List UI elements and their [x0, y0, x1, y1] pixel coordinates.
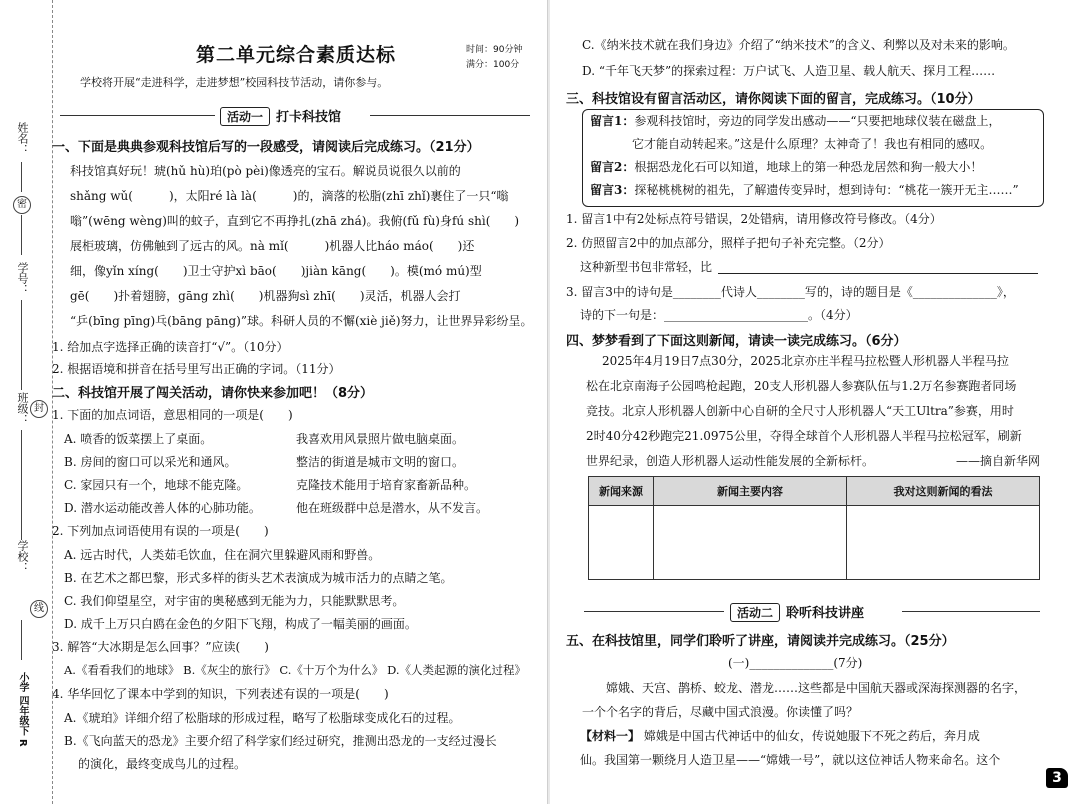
- question-3-3: 3. 留言3中的诗句是________代诗人________写的，诗的题目是《______________》，: [566, 285, 1015, 299]
- option-right: 克隆技术能用于培育家畜新品种。: [296, 478, 477, 492]
- option: A. 远古时代，人类茹毛饮血，住在洞穴里躲避风雨和野兽。: [64, 548, 381, 562]
- news-source: ——摘自新华网: [956, 454, 1041, 468]
- section-five-heading: 五、在科技馆里，同学们聆听了讲座，请阅读并完成练习。（25分）: [566, 634, 955, 649]
- message-text: 参观科技馆时，旁边的同学发出感动——“只要把地球仪装在磁盘上，: [634, 114, 1001, 128]
- banner-rule-left: [584, 611, 724, 612]
- school-label: 学校：: [16, 540, 29, 573]
- activity-two-tag: 活动二: [730, 603, 780, 622]
- news-line: 2025年4月19日7点30分，2025北京亦庄半程马拉松暨人形机器人半程马拉: [602, 354, 1009, 368]
- option-row: A.《看看我们的地球》 B.《灰尘的旅行》 C.《十万个为什么》 D.《人类起源的演化过程》: [64, 663, 527, 677]
- activity-two-label: 聆听科技讲座: [786, 606, 865, 621]
- message-label: 留言3：: [590, 183, 635, 197]
- page-number: 3: [1046, 768, 1068, 788]
- passage-line: shǎng wǔ( )，太阳ré là là( )的，滴落的松脂(zhī zhǐ)裹住了一只“嗡: [70, 189, 509, 203]
- banner-rule-right: [370, 115, 530, 116]
- passage-line: 细，像yǐn xíng( )卫士守护xì bāo( )jiàn kāng( )。模(mó mú)型: [70, 264, 482, 278]
- class-line: [21, 430, 22, 540]
- message-label: 留言1：: [590, 114, 635, 128]
- divider-line: [21, 215, 22, 255]
- section-two-heading: 二、科技馆开展了闯关活动，请你快来参加吧！（8分）: [52, 386, 374, 401]
- banner-rule-left: [60, 115, 215, 116]
- answer-line[interactable]: [718, 273, 1038, 274]
- id-line: [21, 300, 22, 390]
- option: C.《纳米技术就在我们身边》介绍了“纳米技术”的含义、利弊以及对未来的影响。: [582, 38, 1015, 52]
- option: 的演化，最终变成鸟儿的过程。: [78, 757, 247, 771]
- table-cell[interactable]: [847, 506, 1040, 580]
- option: D. 成千上万只白鸥在金色的夕阳下飞翔，构成了一幅美丽的画面。: [64, 617, 417, 631]
- news-line: 竞技。北京人形机器人创新中心自研的全尺寸人形机器人“天工Ultra”参赛，用时: [586, 404, 1014, 418]
- id-label: 学号：: [16, 262, 29, 295]
- table-header: 新闻来源: [589, 477, 654, 506]
- material-text: 嫦娥是中国古代神话中的仙女，传说她服下不死之药后，奔月成: [643, 729, 980, 743]
- material-label: 【材料一】: [580, 729, 641, 743]
- option-right: 整洁的街道是城市文明的窗口。: [296, 455, 465, 469]
- banner-rule-right: [902, 611, 1040, 612]
- message: [590, 181, 1019, 199]
- question-2-4: 4. 华华回忆了课本中学到的知识，下列表述有误的一项是( ): [52, 687, 389, 701]
- message: 它才能自动转起来。”这是什么原理？太神奇了！我也有相同的感叹。: [632, 137, 993, 151]
- question-1-2: 2. 根据语境和拼音在括号里写出正确的字词。（11分）: [52, 362, 341, 376]
- news-line: 世界纪录，创造人形机器人运动性能发展的全新标杆。: [586, 454, 875, 468]
- option-left: A. 喷香的饭菜摆上了桌面。: [64, 432, 213, 446]
- message-text: 根据恐龙化石可以知道，地球上的第一种恐龙居然和狗一般大小！: [634, 160, 983, 174]
- answer-prompt: 诗的下一句是：________________________。（4分）: [580, 308, 858, 322]
- brand-logo: 小学 四年级下 R: [17, 672, 28, 747]
- option-left: D. 潜水运动能改善人体的心肺功能。: [64, 501, 261, 515]
- option: C. 我们仰望星空，对宇宙的奥秘感到无能为力，只能默默思考。: [64, 594, 405, 608]
- material: 仙。我国第一颗绕月人造卫星——“嫦娥一号”，就以这位神话人物来命名。这个: [580, 753, 1001, 767]
- passage-line: gē( )扑着翅膀，gāng zhì( )机器狗sì zhī( )灵活，机器人会打: [70, 289, 461, 303]
- activity-one-banner: [60, 106, 530, 126]
- question-2-3: 3. 解答“大冰期是怎么回事？”应读( ): [52, 640, 269, 654]
- passage-line: 科技馆真好玩！琥(hǔ hù)珀(pò pèi)像透亮的宝石。解说员说很久以前的: [70, 164, 461, 178]
- news-line: 2时40分42秒跑完21.0975公里，夺得全球首个人形机器人半程马拉松冠军，刷新: [586, 429, 1022, 443]
- news-line: 松在北京南海子公园鸣枪起跑，20支人形机器人参赛队伍与1.2万名参赛跑者同场: [586, 379, 1017, 393]
- fold-mark: 密: [13, 196, 31, 214]
- section-four-heading: 四、梦梦看到了下面这则新闻，请读一读完成练习。（6分）: [566, 334, 907, 349]
- option-left: B. 房间的窗口可以采光和通风。: [64, 455, 237, 469]
- page-title: 第二单元综合素质达标: [196, 44, 397, 66]
- passage-line: 嗡”(wēng wèng)叫的蚊子，直到它不再挣扎(zhā zhá)。我俯(fǔ fù)身fú shì( ): [70, 214, 520, 228]
- passage-line: 展柜玻璃，仿佛触到了远古的风。nà mǐ( )机器人比háo máo( )还: [70, 239, 475, 253]
- option-left: C. 家园只有一个，地球不能克隆。: [64, 478, 249, 492]
- message-text: 探秘桃桃树的祖先，了解遗传变异时，想到诗句：“桃花一簇开无主……”: [634, 183, 1019, 197]
- section-one-heading: 一、下面是典典参观科技馆后写的一段感受，请阅读后完成练习。（21分）: [52, 140, 480, 155]
- table-header: 我对这则新闻的看法: [847, 477, 1040, 506]
- question-2-2: 2. 下列加点词语使用有误的一项是( ): [52, 524, 269, 538]
- line-mark: 线: [30, 600, 48, 618]
- message-label: 留言2：: [590, 160, 635, 174]
- table-header: 新闻主要内容: [654, 477, 847, 506]
- option: D. “千年飞天梦”的探索过程：万户试飞、人造卫星、载人航天、探月工程……: [582, 64, 996, 78]
- full-score: 满分：100分: [466, 60, 520, 70]
- activity-one-tag: 活动一: [220, 107, 270, 126]
- subsection-title: (一)______________(7分): [728, 656, 863, 670]
- intro-text: 学校将开展“走进科学，走进梦想”校园科技节活动，请你参与。: [80, 76, 389, 89]
- option: B.《飞向蓝天的恐龙》主要介绍了科学家们经过研究，推测出恐龙的一支经过漫长: [64, 734, 497, 748]
- message: [590, 112, 1001, 130]
- time-limit: 时间：90分钟: [466, 45, 523, 55]
- message: [590, 158, 982, 176]
- table-cell[interactable]: [589, 506, 654, 580]
- option: B. 在艺术之都巴黎，形式多样的街头艺术表演成为城市活力的点睛之笔。: [64, 571, 453, 585]
- question-1-1: 1. 给加点字选择正确的读音打“√”。（10分）: [52, 340, 289, 354]
- table-header-row: [589, 477, 1040, 506]
- seal-mark: 封: [30, 400, 48, 418]
- table-cell[interactable]: [654, 506, 847, 580]
- school-line: [21, 620, 22, 660]
- activity-one-label: 打卡科技馆: [276, 110, 342, 125]
- question-3-1: 1. 留言1中有2处标点符号错误，2处错病，请用修改符号修改。（4分）: [566, 212, 942, 226]
- binding-margin: [0, 0, 53, 804]
- name-label: 姓名：: [16, 122, 29, 155]
- right-page: [550, 0, 1080, 804]
- activity-one-title: [220, 106, 341, 126]
- intro-para: 嫦娥、天宫、鹊桥、蛟龙、潜龙……这些都是中国航天器或深海探测器的名字，: [606, 681, 1027, 695]
- class-label: 班级：: [16, 392, 29, 425]
- activity-two-banner: [584, 602, 1040, 622]
- name-line: [21, 162, 22, 192]
- question-3-2: 2. 仿照留言2中的加点部分，照样子把句子补充完整。（2分）: [566, 236, 891, 250]
- table-row[interactable]: [589, 506, 1040, 580]
- material: [580, 727, 980, 745]
- option-right: 他在班级群中总是潜水，从不发言。: [296, 501, 489, 515]
- news-table: [588, 476, 1040, 580]
- intro-para: 一个个名字的背后，尽藏中国式浪漫。你读懂了吗？: [582, 705, 859, 719]
- section-three-heading: 三、科技馆设有留言活动区，请你阅读下面的留言，完成练习。（10分）: [566, 92, 981, 107]
- option: A.《琥珀》详细介绍了松脂球的形成过程，略写了松脂球变成化石的过程。: [64, 711, 461, 725]
- answer-prompt: 这种新型书包非常轻，比: [580, 260, 713, 274]
- option-right: 我喜欢用风景照片做电脑桌面。: [296, 432, 465, 446]
- activity-two-title: [730, 602, 864, 622]
- passage-line: “乒(bīng pīng)乓(bāng pāng)”球。科研人员的不懈(xiè jiě)努力，让世界异彩纷呈。: [70, 314, 533, 328]
- question-2-1: 1. 下面的加点词语，意思相同的一项是( ): [52, 408, 293, 422]
